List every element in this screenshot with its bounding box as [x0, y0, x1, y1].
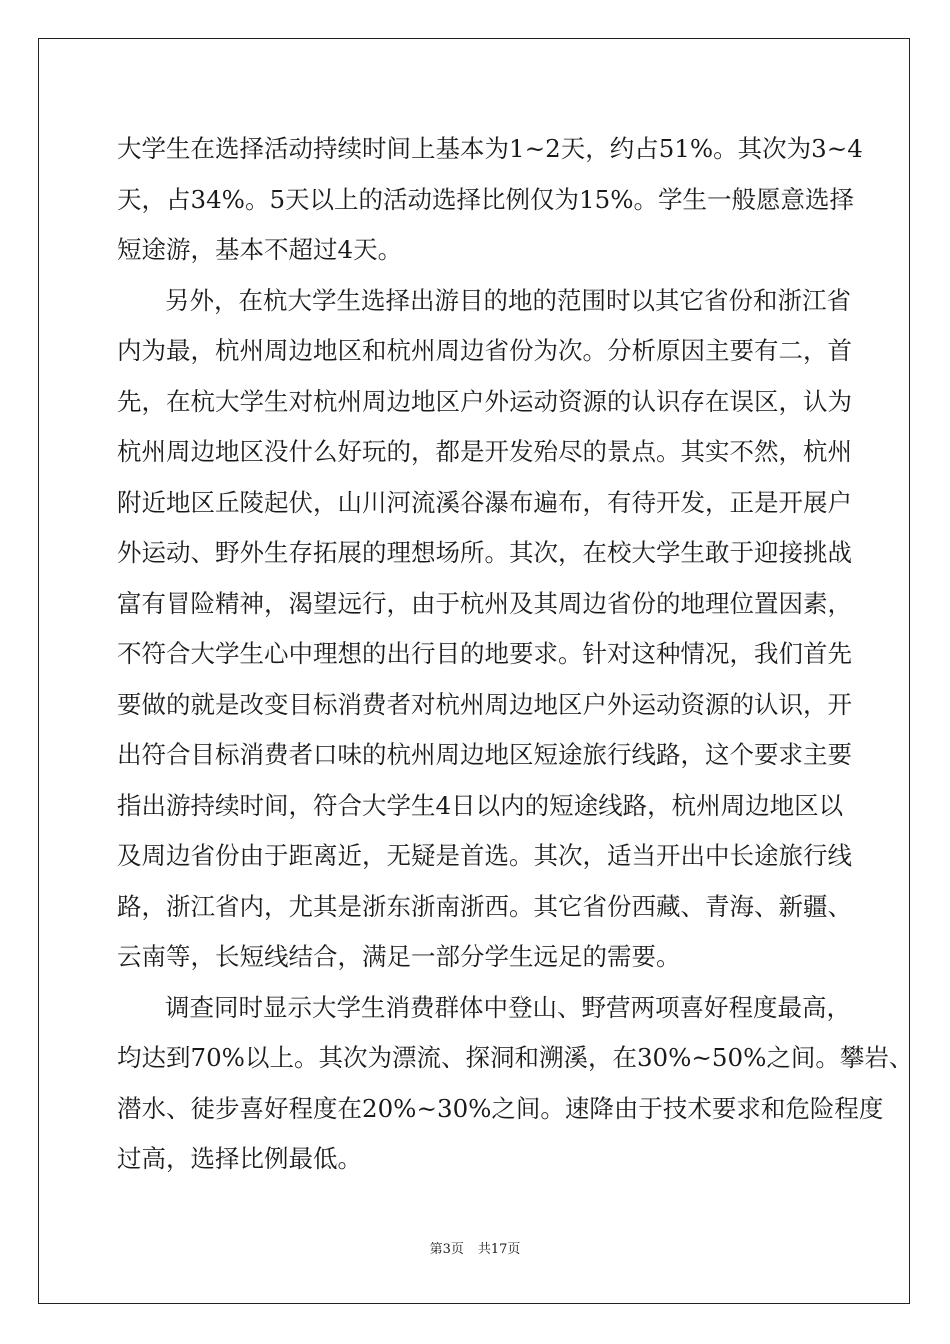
text-line: 大学生在选择活动持续时间上基本为1~2天，约占51%。其次为3~4	[117, 134, 863, 163]
text-line: 路，浙江省内，尤其是浙东浙南浙西。其它省份西藏、青海、新疆、	[117, 891, 852, 921]
text-line: 杭州周边地区没什么好玩的，都是开发殆尽的景点。其实不然，杭州	[117, 437, 852, 466]
text-line: 富有冒险精神，渴望远行，由于杭州及其周边省份的地理位置因素，	[117, 588, 852, 618]
page-number: 第3页	[429, 1242, 464, 1257]
text-line: 天，占34%。5天以上的活动选择比例仅为15%。学生一般愿意选择	[117, 184, 854, 214]
text-line: 及周边省份由于距离近，无疑是首选。其次，适当开出中长途旅行线	[117, 841, 852, 870]
page-total: 共17页	[477, 1242, 521, 1257]
text-line: 先，在杭大学生对杭州周边地区户外运动资源的认识存在误区，认为	[117, 386, 852, 416]
text-line: 外运动、野外生存拓展的理想场所。其次，在校大学生敢于迎接挑战	[117, 538, 852, 567]
page-footer	[0, 1238, 950, 1257]
text-line: 要做的就是改变目标消费者对杭州周边地区户外运动资源的认识，开	[117, 689, 852, 719]
text-line: 指出游持续时间，符合大学生4日以内的短途线路，杭州周边地区以	[117, 790, 844, 820]
text-line: 潜水、徒步喜好程度在20%~30%之间。速降由于技术要求和危险程度	[117, 1093, 884, 1123]
text-line: 内为最，杭州周边地区和杭州周边省份为次。分析原因主要有二，首	[117, 336, 852, 365]
paragraph-1	[117, 124, 863, 276]
paragraph-3	[117, 983, 914, 1185]
text-line: 过高，选择比例最低。	[117, 1144, 362, 1173]
text-line: 调查同时显示大学生消费群体中登山、野营两项喜好程度最高，	[165, 992, 851, 1022]
text-line: 另外，在杭大学生选择出游目的地的范围时以其它省份和浙江省	[165, 285, 851, 315]
text-line: 不符合大学生心中理想的出行目的地要求。针对这种情况，我们首先	[117, 639, 852, 668]
text-line: 出符合目标消费者口味的杭州周边地区短途旅行线路，这个要求主要	[117, 740, 852, 769]
document-body	[117, 124, 914, 1185]
text-line: 云南等，长短线结合，满足一部分学生远足的需要。	[117, 942, 681, 971]
paragraph-2	[117, 276, 852, 983]
text-line: 附近地区丘陵起伏，山川河流溪谷瀑布遍布，有待开发，正是开展户	[117, 487, 852, 517]
text-line: 均达到70%以上。其次为漂流、探洞和溯溪，在30%~50%之间。攀岩、	[117, 1043, 914, 1072]
text-line: 短途游，基本不超过4天。	[117, 235, 403, 264]
